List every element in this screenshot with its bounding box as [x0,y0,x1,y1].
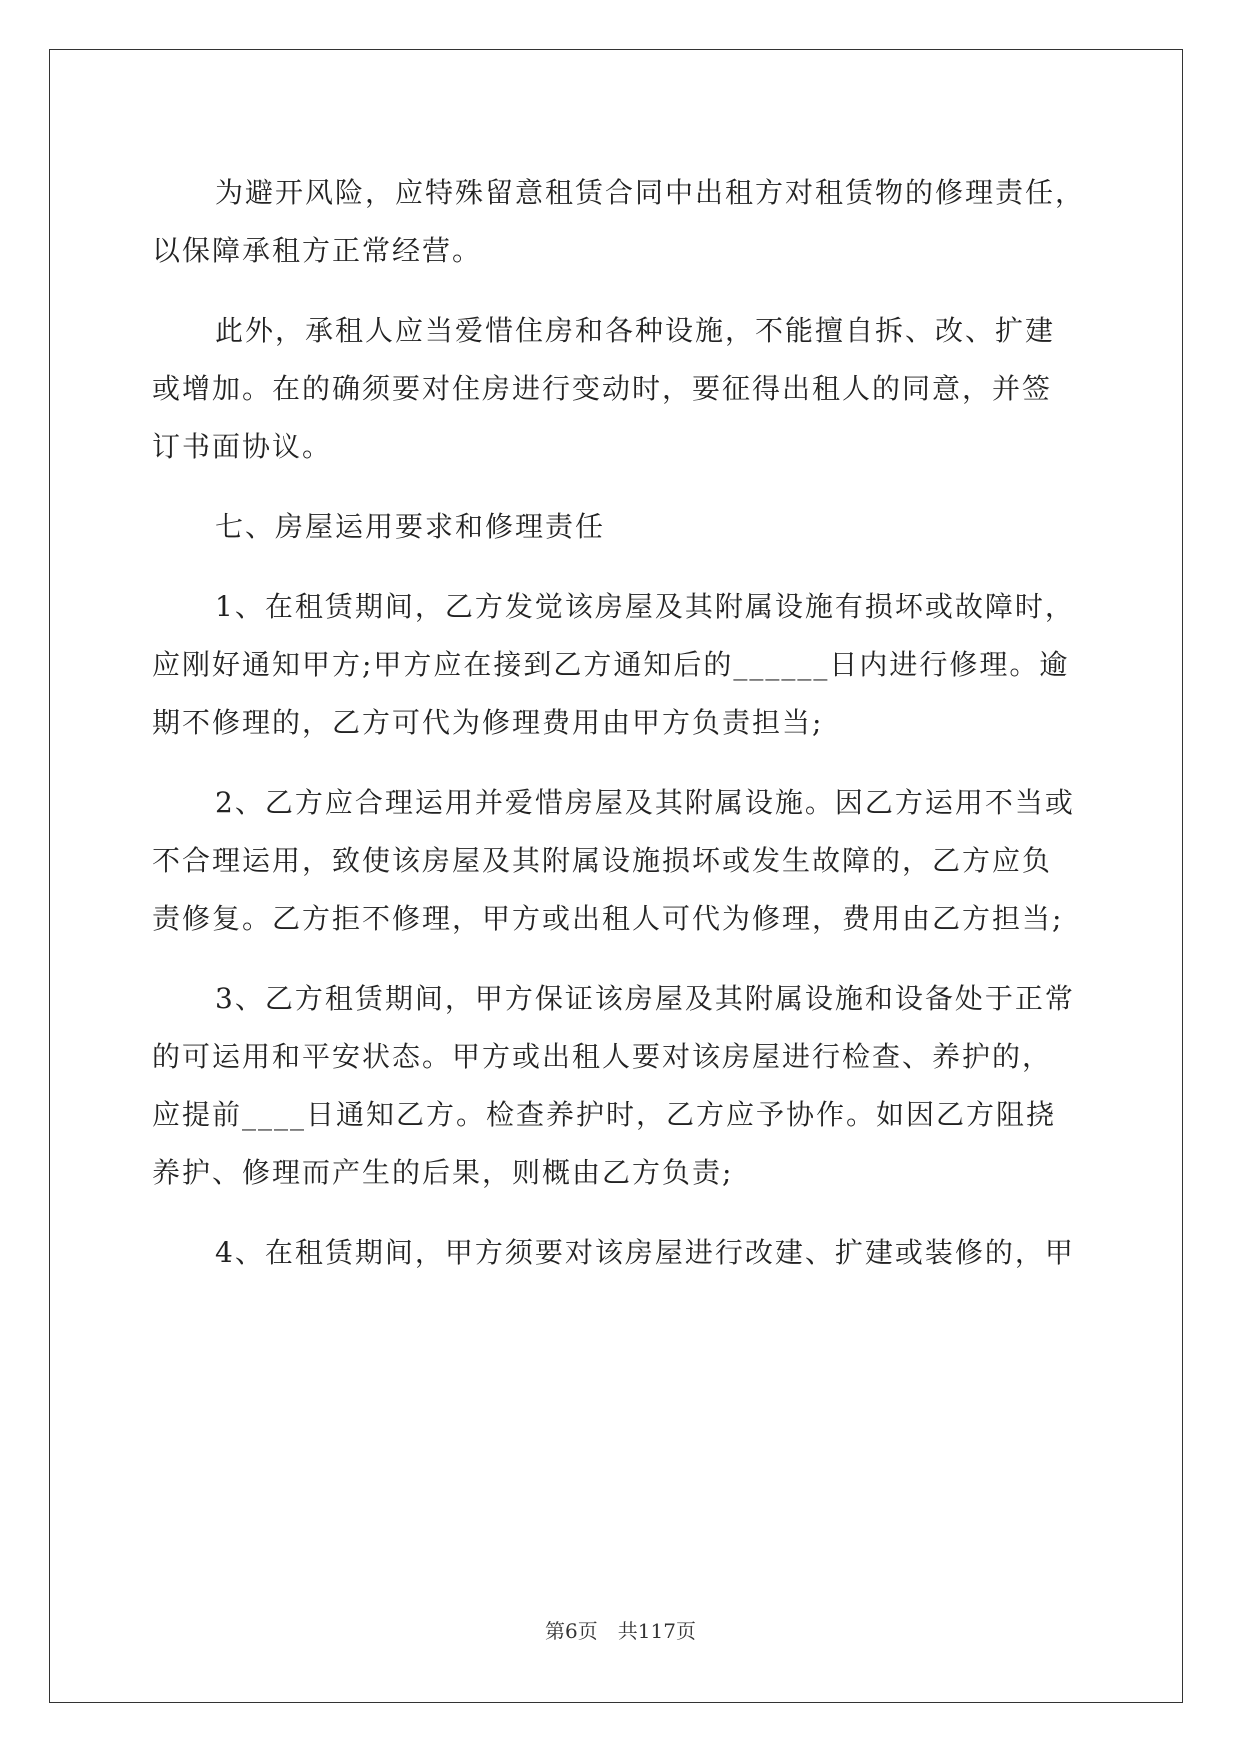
paragraph-line: 应刚好通知甲方;甲方应在接到乙方通知后的______日内进行修理。逾 [152,648,1070,681]
paragraph-line: 2、乙方应合理运用并爱惜房屋及其附属设施。因乙方运用不当或 [215,786,1075,819]
paragraph-line: 责修复。乙方拒不修理，甲方或出租人可代为修理，费用由乙方担当; [152,902,1064,935]
document-body [152,164,1092,1282]
page-footer: 第6页 共117页 [545,1619,696,1643]
paragraph-line: 3、乙方租赁期间，甲方保证该房屋及其附属设施和设备处于正常 [215,982,1075,1015]
paragraph-line: 的可运用和平安状态。甲方或出租人要对该房屋进行检查、养护的， [152,1040,1053,1073]
paragraph-line: 为避开风险，应特殊留意租赁合同中出租方对租赁物的修理责任， [215,176,1086,209]
paragraph-line: 1、在租赁期间，乙方发觉该房屋及其附属设施有损坏或故障时， [215,590,1075,623]
paragraph-line: 以保障承租方正常经营。 [152,234,483,267]
paragraph-line: 应提前____日通知乙方。检查养护时，乙方应予协作。如因乙方阻挠 [152,1098,1057,1131]
paragraph-line: 或增加。在的确须要对住房进行变动时，要征得出租人的同意，并签 [152,372,1053,405]
paragraph-line: 不合理运用，致使该房屋及其附属设施损坏或发生故障的，乙方应负 [152,844,1053,877]
paragraph-line: 期不修理的，乙方可代为修理费用由甲方负责担当; [152,706,824,739]
section-heading: 七、房屋运用要求和修理责任 [215,510,606,543]
paragraph-line: 订书面协议。 [152,430,333,463]
paragraph-line: 此外，承租人应当爱惜住房和各种设施，不能擅自拆、改、扩建 [215,314,1056,347]
paragraph-line: 4、在租赁期间，甲方须要对该房屋进行改建、扩建或装修的，甲 [215,1236,1075,1269]
paragraph-line: 养护、修理而产生的后果，则概由乙方负责; [152,1156,734,1189]
